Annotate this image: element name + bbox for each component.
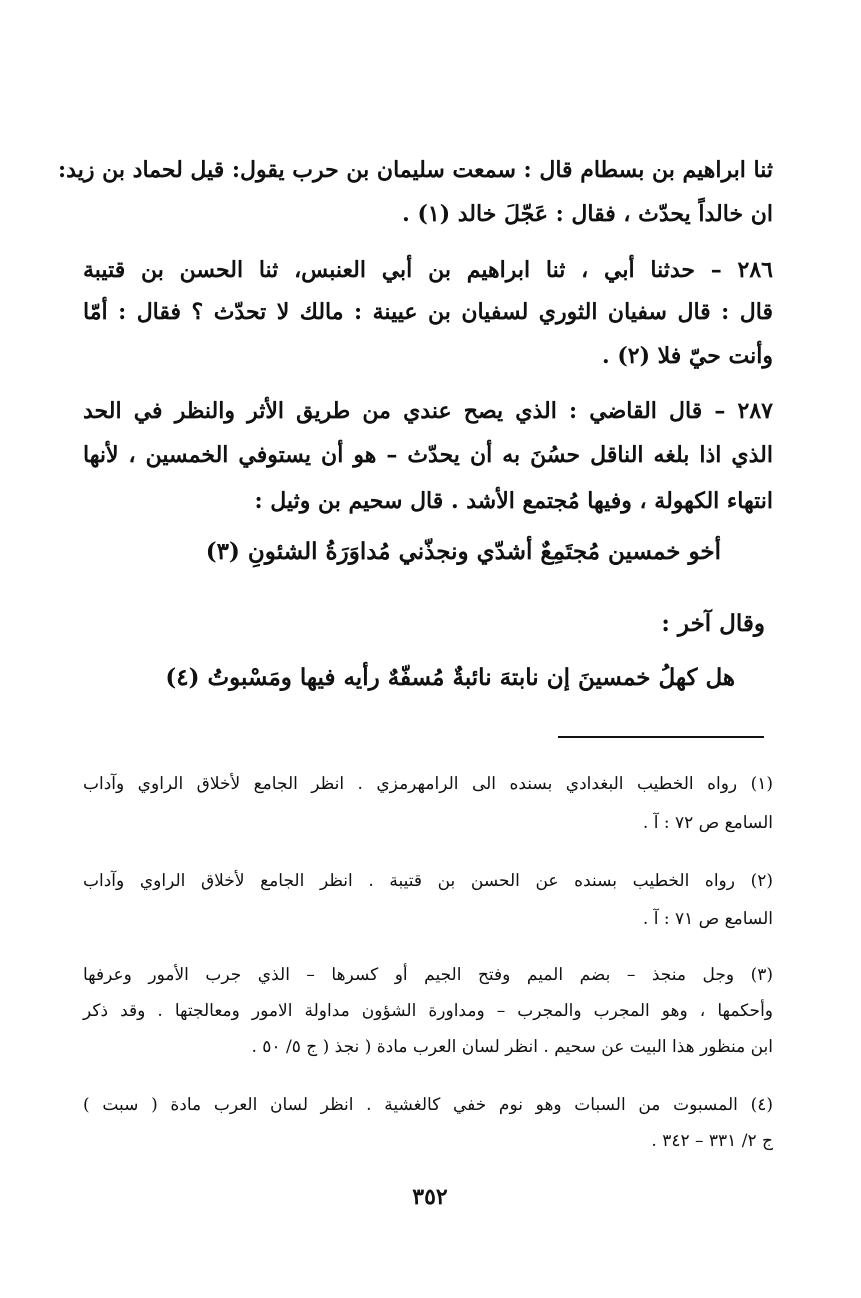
footnote-line: السامع ص ٧١ : آ . bbox=[642, 909, 773, 929]
text-line: الذي اذا بلغه الناقل حسُنَ به أن يحدّث – هو أن يستوفي الخمسين ، لأنها bbox=[83, 442, 773, 468]
text-line: ثنا ابراهيم بن بسطام قال : سمعت سليمان بن حرب يقول: قيل لحماد بن زيد: bbox=[58, 157, 773, 183]
text-line: ٢٨٧ – قال القاضي : الذي يصح عندي من طريق الأثر والنظر في الحد bbox=[83, 398, 773, 424]
footnote-line: وأحكمها ، وهو المجرب والمجرب – ومداورة الشؤون مداولة الامور ومعالجتها . وقد ذكر bbox=[83, 1001, 773, 1021]
poem-intro: وقال آخر : bbox=[661, 610, 765, 637]
text-line: قال : قال سفيان الثوري لسفيان بن عيينة : مالك لا تحدّث ؟ فقال : أمّا bbox=[83, 299, 773, 325]
footnote-line: ابن منظور هذا البيت عن سحيم . انظر لسان العرب مادة ( نجذ ( ج ٥/ ٥٠ . bbox=[251, 1037, 773, 1057]
footnote-separator bbox=[558, 736, 764, 738]
page-number: ٣٥٢ bbox=[412, 1184, 448, 1210]
text-line: ان خالداً يحدّث ، فقال : عَجّلَ خالد (١) . bbox=[402, 201, 773, 227]
poem-verse-1: أخو خمسين مُجتَمِعٌ أشدّي ونجذّني مُداوَرَةُ الشئونِ (٣) bbox=[205, 538, 721, 565]
text-line: وأنت حيّ فلا (٢) . bbox=[602, 343, 773, 369]
footnote-line: ج ٢/ ٣٣١ – ٣٤٢ . bbox=[651, 1131, 773, 1151]
footnote-line: (٣) وجل منجذ – بضم الميم وفتح الجيم أو كسرها – الذي جرب الأمور وعرفها bbox=[83, 965, 773, 985]
footnote-line: (١) رواه الخطيب البغدادي بسنده الى الرامهرمزي . انظر الجامع لأخلاق الراوي وآداب bbox=[83, 774, 773, 794]
poem-verse-2: هل كهلُ خمسينَ إن نابتهَ نائبةٌ مُسفّهٌ رأيه فيها ومَسْبوتُ (٤) bbox=[165, 664, 735, 691]
text-line: ٢٨٦ – حدثنا أبي ، ثنا ابراهيم بن أبي العنبس، ثنا الحسن بن قتيبة bbox=[83, 257, 773, 283]
footnote-line: (٢) رواه الخطيب بسنده عن الحسن بن قتيبة . انظر الجامع لأخلاق الراوي وآداب bbox=[83, 871, 773, 891]
footnote-line: (٤) المسبوت من السبات وهو نوم خفي كالغشية . انظر لسان العرب مادة ( سبت ) bbox=[83, 1095, 773, 1115]
text-line: انتهاء الكهولة ، وفيها مُجتمع الأشد . قال سحيم بن وثيل : bbox=[254, 488, 773, 514]
footnote-line: السامع ص ٧٢ : آ . bbox=[642, 813, 773, 833]
